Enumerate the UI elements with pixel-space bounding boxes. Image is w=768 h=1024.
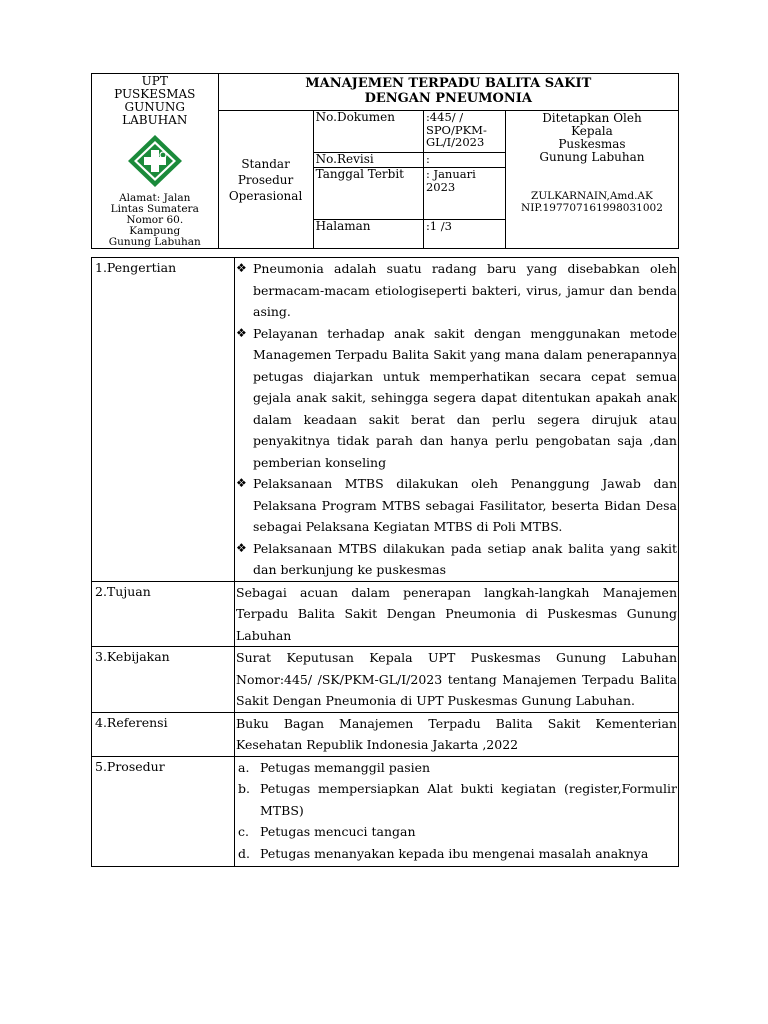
bullet-text: Pelayanan terhadap anak sakit dengan menggunakan metode Managemen Terpadu Balita Sakit yang mana dalam penerapannya petugas diajarkan untuk memperhatikan secara cepat semua gejala anak sakit, sehingga segera dapat ditentukan apakah anak dalam keadaan sakit berat dan perlu segera dirujuk atau penyakitnya tidak parah dan hanya perlu pengobatan saja ,dan pemberian konseling (253, 325, 677, 470)
address-line: Nomor 60. (126, 214, 184, 226)
address-line: Gunung Labuhan (108, 236, 201, 248)
bullet-item (236, 473, 677, 538)
established-line: Puskesmas (558, 137, 626, 151)
section-label-referensi: 4.Referensi (92, 712, 235, 756)
field-label: Halaman (313, 220, 423, 249)
bullet-item (236, 323, 677, 474)
field-label: Tanggal Terbit (313, 168, 423, 220)
address-line: Kampung (129, 225, 181, 237)
step-text: Petugas menanyakan kepada ibu mengenai masalah anaknya (260, 845, 649, 861)
bullet-text: Pelaksanaan MTBS dilakukan pada setiap anak balita yang sakit dan berkunjung ke puskesmas (253, 540, 677, 577)
sop-line: Standar (241, 156, 290, 171)
header-table (91, 73, 679, 249)
field-value: : (423, 153, 505, 168)
org-line: LABUHAN (122, 113, 188, 127)
title-line: MANAJEMEN TERPADU BALITA SAKIT (305, 76, 592, 91)
bullet-text: Pelaksanaan MTBS dilakukan oleh Penanggung Jawab dan Pelaksana Program MTBS sebagai Fasilitator, beserta Bidan Desa sebagai Pelaksana Kegiatan MTBS di Poli MTBS. (253, 476, 677, 534)
step-marker: b. (238, 781, 250, 796)
diamond-bullet-icon: ❖ (236, 261, 247, 275)
step-marker: c. (238, 824, 249, 839)
section-tujuan: Sebagai acuan dalam penerapan langkah-langkah Manajemen Terpadu Balita Sakit Dengan Pneumonia di Puskesmas Gunung Labuhan (235, 581, 679, 647)
section-pengertian (235, 258, 679, 582)
diamond-bullet-icon: ❖ (236, 325, 247, 340)
address-line: Alamat: Jalan (119, 192, 191, 204)
step-marker: a. (238, 759, 250, 775)
bullet-text: Pneumonia adalah suatu radang baru yang disebabkan oleh bermacam-macam etiologiseperti bakteri, virus, jamur dan benda asing. (253, 261, 677, 319)
step-marker: d. (238, 845, 250, 861)
field-value: :445/ / SPO/PKM-GL/I/2023 (423, 111, 505, 153)
puskesmas-logo (125, 133, 185, 189)
address-line: Lintas Sumatera (110, 203, 199, 215)
field-value: :1 /3 (423, 220, 505, 249)
org-line: GUNUNG (124, 100, 185, 114)
established-line: Gunung Labuhan (539, 150, 645, 164)
org-line: PUSKESMAS (114, 87, 196, 101)
step-text: Petugas memanggil pasien (260, 759, 431, 775)
diamond-bullet-icon: ❖ (236, 476, 247, 490)
step-text: Petugas mencuci tangan (260, 824, 416, 839)
established-by (506, 111, 678, 164)
procedure-step (236, 843, 677, 865)
section-label-kebijakan: 3.Kebijakan (92, 647, 235, 713)
sop-line: Prosedur (237, 172, 294, 187)
procedure-step (236, 821, 677, 843)
bullet-item (236, 258, 677, 323)
sop-line: Operasional (228, 188, 303, 203)
section-referensi: Buku Bagan Manajemen Terpadu Balita Sakit Kementerian Kesehatan Republik Indonesia Jakarta ,2022 (235, 712, 679, 756)
diamond-bullet-icon: ❖ (236, 540, 247, 555)
org-address (92, 193, 218, 248)
field-value: : Januari 2023 (423, 168, 505, 220)
org-name (92, 75, 218, 127)
org-line: UPT (141, 74, 168, 88)
body-table (91, 257, 679, 867)
signer-name: ZULKARNAIN,Amd.AK (531, 190, 653, 202)
procedure-step (236, 778, 677, 821)
established-line: Ditetapkan Oleh (542, 111, 642, 125)
field-label: No.Dokumen (313, 111, 423, 153)
title-line: DENGAN PNEUMONIA (364, 91, 532, 106)
org-cell (92, 74, 219, 249)
established-cell (505, 111, 678, 249)
section-label-tujuan: 2.Tujuan (92, 581, 235, 647)
document-title (218, 74, 679, 111)
signer-block (506, 190, 678, 214)
step-text: Petugas mempersiapkan Alat bukti kegiatan (register,Formulir MTBS) (260, 781, 677, 818)
signer-nip: NIP.197707161998031002 (521, 202, 663, 214)
established-line: Kepala (571, 124, 613, 138)
bullet-item (236, 538, 677, 581)
procedure-step (236, 757, 677, 779)
field-label: No.Revisi (313, 153, 423, 168)
section-label-prosedur: 5.Prosedur (92, 756, 235, 867)
section-prosedur (235, 756, 679, 867)
sop-label (218, 111, 313, 249)
section-label-pengertian: 1.Pengertian (92, 258, 235, 582)
section-kebijakan: Surat Keputusan Kepala UPT Puskesmas Gunung Labuhan Nomor:445/ /SK/PKM-GL/I/2023 tentang Manajemen Terpadu Balita Sakit Dengan Pneumonia di UPT Puskesmas Gunung Labuhan. (235, 647, 679, 713)
